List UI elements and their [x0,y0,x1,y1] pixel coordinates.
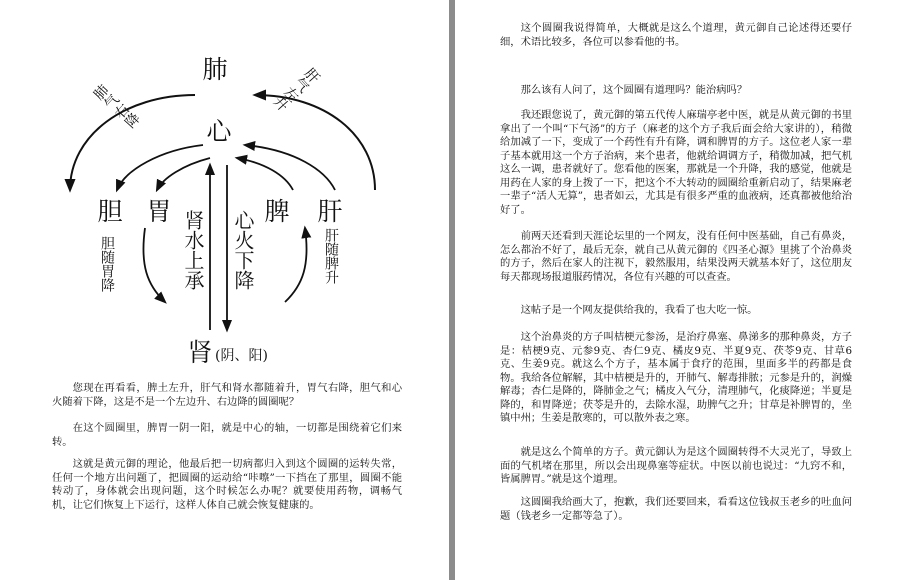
organ-kidney: 肾 [187,338,213,367]
right-paragraph-8: 这圆圈我给画大了，抱歉，我们还要回来，看看这位钱叔玉老乡的吐血问题（钱老乡一定都等急了）。 [500,496,852,522]
left-page [0,0,449,580]
label-liver-follows-spleen: 肝随脾升 [323,228,339,284]
heart-to-stomach-arc [157,158,210,190]
organ-liver: 肝 [317,197,343,226]
right-page [455,0,900,580]
right-paragraph-1: 这个圆圈我说得简单，大概就是这么个道理，黄元御自己论述得还要仔细，术语比较多，各位可以参看他的书。 [500,22,852,48]
left-paragraph-2: 在这个圆圈里，脾胃一阴一阳，就是中心的轴，一切都是围绕着它们来转。 [52,422,402,448]
lung-descend-arc [70,95,195,190]
heart-to-gallbladder-arc [117,145,203,190]
organ-gallbladder: 胆 [97,197,123,226]
label-gallbladder-follows-stomach: 胆随胃降 [99,236,115,292]
right-paragraph-2: 那么该有人问了，这个圆圈有道理吗？能治病吗？ [520,84,748,96]
right-paragraph-4: 前两天还看到天涯论坛里的一个网友，没有任何中医基础，自己有鼻炎，怎么都治不好了，最后无奈，就自己从黄元御的《四圣心源》里挑了个治鼻炎的方子，然后在家人的注视下，毅然服用，结果没两天就基本好了，这位朋友每天都现场报道服药情况，各位有兴趣的可以查查。 [500,230,852,283]
label-heart-fire: 心火下降 [231,210,255,290]
right-paragraph-5: 这帖子是一个网友提供给我的，我看了也大吃一惊。 [520,304,758,316]
label-kidney-water: 肾水上承 [181,210,205,290]
liver-ascend-arc [255,95,375,190]
qi-circulation-diagram [55,40,395,375]
organ-heart: 心 [206,117,232,146]
right-paragraph-3: 我还跟您说了，黄元御的第五代传人麻瑞亭老中医，就是从黄元御的书里拿出了一个叫“下气汤”的方子（麻老的这个方子我后面会给大家讲的），稍微给加减了一下，变成了一个药性有升有降，调和脾胃的方子。这位老人家一辈子基本就用这一个方子治病，来个患者，他就给调调方子，稍微加减，把气机这么一调，患者就好了。您看他的医案，那就是一个升降，我的感觉，他就是用药在人家的身上拨了一下，把这个不大转动的圆圈给重新启动了，结果麻老一辈子“活人无算”，患者如云，尤其是有很多严重的血液病，还真都被他给治好了。 [500,109,852,216]
organ-stomach: 胃 [146,197,172,226]
stomach-descend-arc [143,228,165,302]
right-paragraph-7: 就是这么个简单的方子。黄元御认为是这个圆圈转得不大灵光了，导致上面的气机堵在那里，所以会出现鼻塞等症状。中医以前也说过：“九窍不和，皆属脾胃。”就是这个道理。 [500,446,852,485]
right-paragraph-6: 这个治鼻炎的方子叫桔梗元参汤，是治疗鼻塞、鼻涕多的那种鼻炎，方子是：桔梗9克、元参9克、杏仁9克、橘皮9克、半夏9克、茯苓9克、甘草6克、生姜9克。就这么个方子，基本属于食疗的范围，里面多半的药都是食物。我给各位解解，其中桔梗是升的，开肺气、解毒排脓；元参是升的，润燥解毒；杏仁是降的，降肺金之气；橘皮入气分，清理肺气，化痰降逆；半夏是降的，和胃降逆；茯苓是升的，去除水湿，助脾气之升；甘草是补脾胃的，坐镇中州；生姜是散寒的，可以散外表之寒。 [500,331,852,424]
spleen-ascend-arc [285,228,307,302]
liver-to-heart-arc [245,145,335,190]
left-paragraph-1: 您现在再看看，脾土左升，肝气和肾水都随着升，胃气右降，胆气和心火随着下降，这是不是一个左边升、右边降的圆圈呢？ [52,382,402,408]
left-paragraph-3: 这就是黄元御的理论，他最后把一切病都归入到这个圆圈的运转失常，任何一个地方出问题了，把圆圈的运动给“咔嚓”一下挡在了那里，圆圈不能转动了，身体就会出现问题，这个时候怎么办呢？就要使用药物，调畅气机，让它们恢复上下运行，这样人体自己就会恢复健康的。 [52,458,402,511]
spleen-to-heart-arc [237,158,293,190]
organ-lung: 肺 [202,55,228,84]
label-liver-qi-ascend: 肝气左升 [270,64,323,114]
organ-spleen: 脾 [264,197,290,226]
label-lung-qi-descend: 肺气右降 [89,82,142,132]
kidney-yin-yang-note: (阴、阳) [215,348,268,364]
